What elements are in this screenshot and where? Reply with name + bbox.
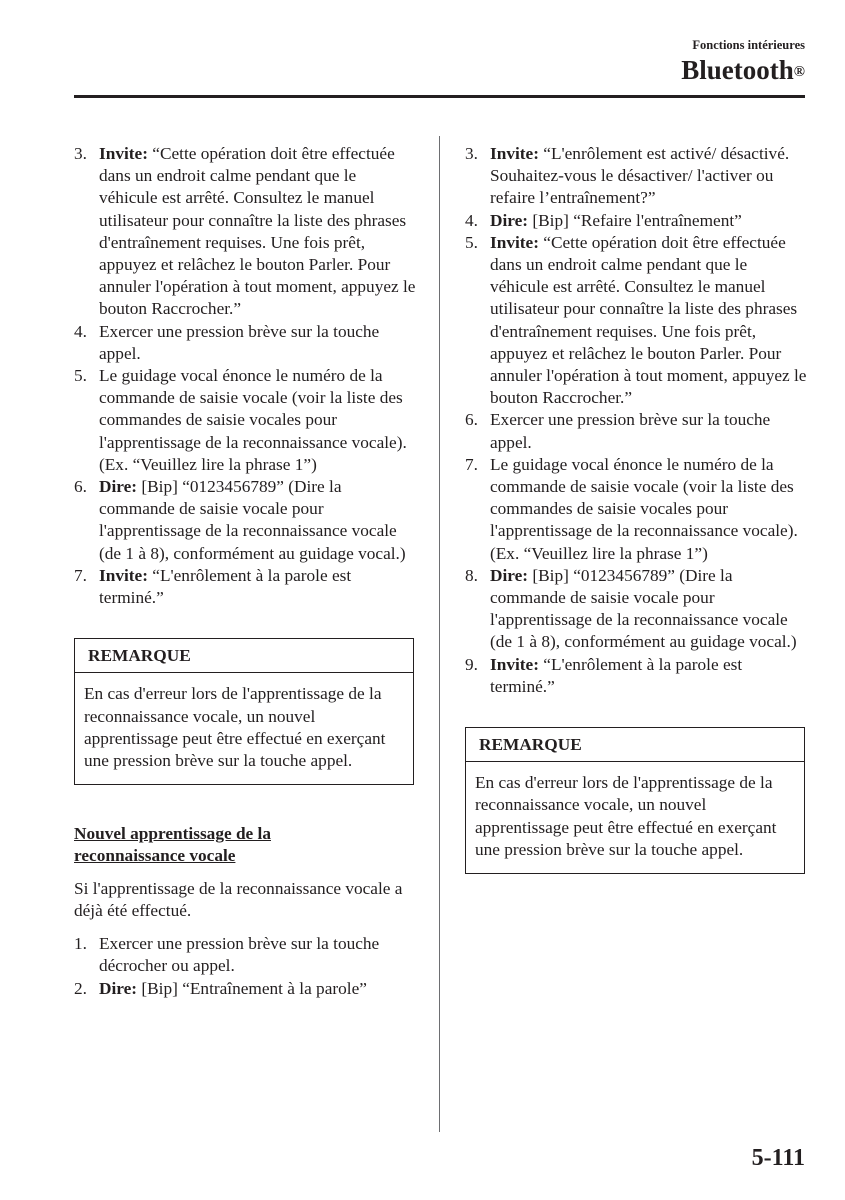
step-text: [Bip] “0123456789” (Dire la commande de saisie vocale pour l'apprentissage de la reconnaissance vocale (de 1 à 8), conformément au guidage vocal.) bbox=[99, 477, 406, 563]
step-keyword: Invite: bbox=[99, 144, 148, 163]
step-number: 5. bbox=[74, 366, 87, 386]
step-keyword: Invite: bbox=[490, 144, 539, 163]
page-title bbox=[681, 52, 805, 88]
step-number: 8. bbox=[465, 565, 478, 585]
list-item bbox=[74, 933, 418, 977]
list-item bbox=[74, 365, 418, 476]
list-item bbox=[465, 210, 810, 232]
step-keyword: Invite: bbox=[490, 654, 539, 674]
step-number: 3. bbox=[465, 144, 478, 163]
step-text: “L'enrôlement à la parole est terminé.” bbox=[99, 565, 352, 608]
list-item bbox=[465, 454, 810, 565]
step-keyword: Invite: bbox=[99, 565, 148, 585]
list-item bbox=[465, 409, 810, 453]
step-text: “L'enrôlement est activé/ désactivé. Souhaitez-vous le désactiver/ l'activer ou refaire l’entraînement?” bbox=[490, 144, 790, 208]
step-keyword: Invite: bbox=[490, 232, 539, 252]
note-box bbox=[74, 638, 414, 785]
section-subheading bbox=[74, 823, 418, 867]
step-number: 2. bbox=[74, 978, 87, 998]
left-steps-list bbox=[74, 143, 418, 609]
left-steps-list-2 bbox=[74, 933, 418, 1000]
step-text: [Bip] “Entraînement à la parole” bbox=[137, 978, 367, 998]
step-number: 1. bbox=[74, 934, 87, 954]
step-text: [Bip] “Refaire l'entraînement” bbox=[528, 210, 742, 230]
step-text: Exercer une pression brève sur la touche appel. bbox=[99, 321, 380, 363]
step-text: “L'enrôlement à la parole est terminé.” bbox=[490, 654, 743, 696]
step-number: 6. bbox=[74, 477, 87, 497]
list-item bbox=[465, 232, 810, 410]
list-item bbox=[74, 476, 418, 565]
note-body: En cas d'erreur lors de l'apprentissage de la reconnaissance vocale, un nouvel apprentissage peut être effectué en exerçant une pression brève sur la touche appel. bbox=[84, 684, 386, 771]
step-keyword: Dire: bbox=[99, 978, 138, 998]
header-section-label: Fonctions intérieures bbox=[692, 38, 805, 52]
step-number: 7. bbox=[465, 454, 478, 474]
note-heading: REMARQUE bbox=[75, 639, 413, 673]
step-number: 6. bbox=[465, 410, 478, 430]
step-text: Exercer une pression brève sur la touche appel. bbox=[490, 410, 771, 452]
step-text: “Cette opération doit être effectuée dans un endroit calme pendant que le véhicule est arrêté. Consultez le manuel utilisateur pour connaître la liste des phrases d'entraînement requises. Une fois prêt, appuyez et relâchez le bouton Parler. Pour annuler l'opération à tout moment, appuyez le bouton Raccrocher.” bbox=[490, 232, 807, 408]
subheading-line: Nouvel apprentissage de la bbox=[74, 824, 271, 844]
step-text: “Cette opération doit être effectuée dans un endroit calme pendant que le véhicule est arrêté. Consultez le manuel utilisateur pour connaître la liste des phrases d'entraînement requises. Une fois prêt, appuyez et relâchez le bouton Parler. Pour annuler l'opération à tout moment, appuyez le bouton Raccrocher.” bbox=[99, 144, 416, 319]
right-steps-list bbox=[465, 143, 810, 698]
list-item bbox=[465, 654, 810, 698]
step-keyword: Dire: bbox=[99, 477, 138, 497]
note-heading: REMARQUE bbox=[466, 728, 804, 762]
page-number: 5-111 bbox=[751, 1145, 805, 1171]
column-divider bbox=[439, 136, 440, 1132]
step-text: Exercer une pression brève sur la touche décrocher ou appel. bbox=[99, 934, 380, 976]
step-number: 5. bbox=[465, 232, 478, 252]
note-body: En cas d'erreur lors de l'apprentissage de la reconnaissance vocale, un nouvel apprentissage peut être effectué en exerçant une pression brève sur la touche appel. bbox=[475, 773, 777, 859]
subheading-line: reconnaissance vocale bbox=[74, 846, 236, 866]
step-text: [Bip] “0123456789” (Dire la commande de saisie vocale pour l'apprentissage de la reconnaissance vocale (de 1 à 8), conformément au guidage vocal.) bbox=[490, 565, 797, 652]
list-item bbox=[465, 565, 810, 654]
step-text: Le guidage vocal énonce le numéro de la commande de saisie vocale (voir la liste des commandes de saisie vocales pour l'apprentissage de la reconnaissance vocale). (Ex. “Veuillez lire la phrase 1”) bbox=[99, 366, 407, 474]
step-text: Le guidage vocal énonce le numéro de la commande de saisie vocale (voir la liste des commandes de saisie vocales pour l'apprentissage de la reconnaissance vocale). (Ex. “Veuillez lire la phrase 1”) bbox=[490, 454, 798, 563]
left-column bbox=[74, 143, 418, 1000]
step-number: 4. bbox=[74, 321, 87, 341]
right-column bbox=[465, 143, 810, 874]
page-title-text: Bluetooth bbox=[681, 55, 794, 85]
list-item bbox=[74, 321, 418, 365]
step-number: 9. bbox=[465, 654, 478, 674]
step-number: 3. bbox=[74, 144, 87, 163]
header-rule bbox=[74, 95, 805, 98]
intro-paragraph: Si l'apprentissage de la reconnaissance vocale a déjà été effectué. bbox=[74, 878, 403, 920]
list-item bbox=[465, 143, 810, 210]
step-keyword: Dire: bbox=[490, 210, 529, 230]
step-number: 7. bbox=[74, 565, 87, 585]
list-item bbox=[74, 978, 418, 1000]
registered-mark: ® bbox=[793, 64, 805, 80]
list-item bbox=[74, 143, 418, 321]
note-box bbox=[465, 727, 805, 874]
step-keyword: Dire: bbox=[490, 565, 529, 585]
list-item bbox=[74, 565, 418, 609]
step-number: 4. bbox=[465, 210, 478, 230]
